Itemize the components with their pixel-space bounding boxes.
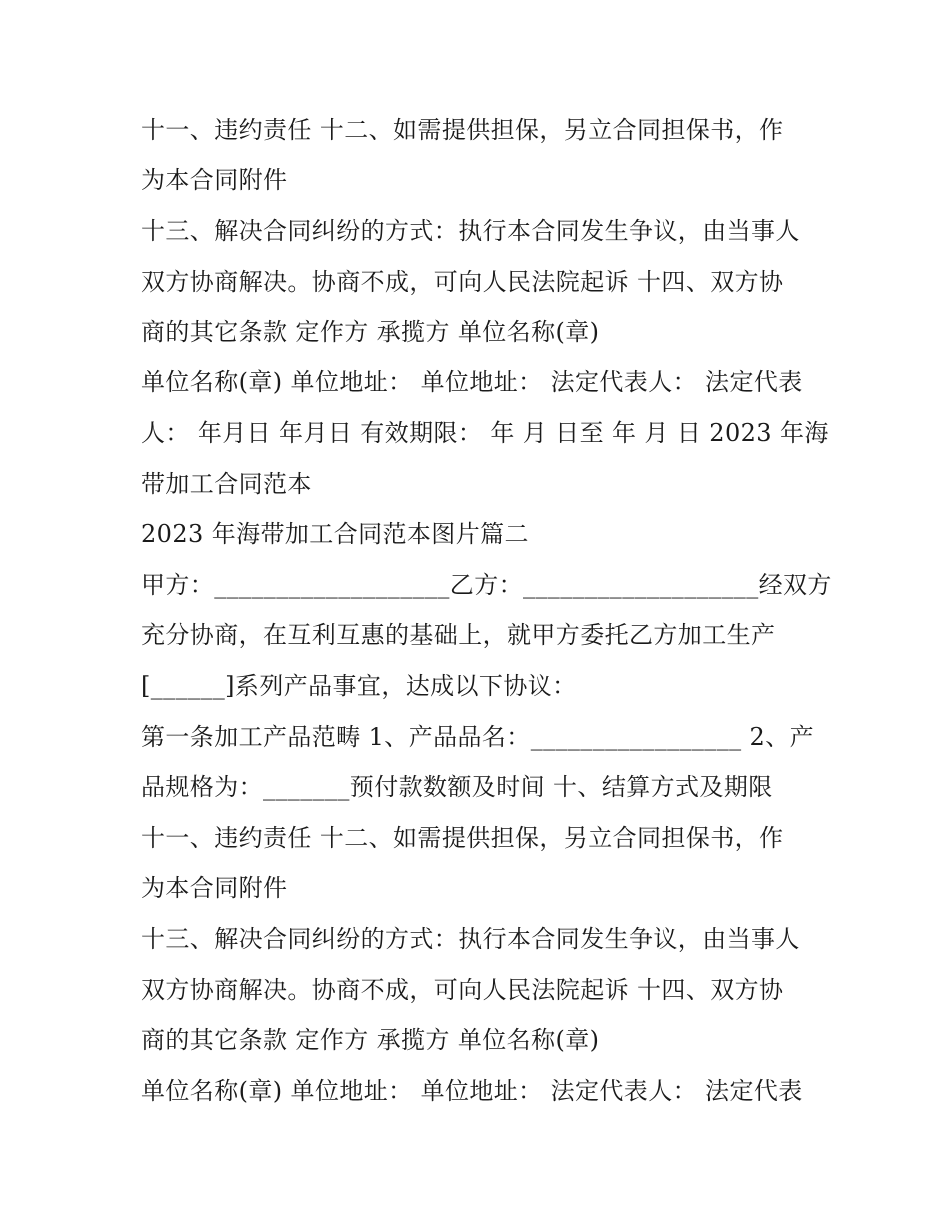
text-line: 商的其它条款 定作方 承揽方 单位名称(章) xyxy=(141,1026,600,1054)
text-line: 充分协商，在互利互惠的基础上，就甲方委托乙方加工生产 xyxy=(141,621,776,649)
text-line: 带加工合同范本 xyxy=(141,470,312,498)
text-line: 十三、解决合同纠纷的方式：执行本合同发生争议，由当事人 xyxy=(141,925,800,953)
text-line: 品规格为：_______预付款数额及时间 十、结算方式及期限 xyxy=(141,773,773,801)
text-line: 商的其它条款 定作方 承揽方 单位名称(章) xyxy=(141,318,600,346)
text-line: [______]系列产品事宜，达成以下协议： xyxy=(141,672,577,700)
text-line: 单位名称(章) 单位地址： 单位地址： 法定代表人： 法定代表 xyxy=(141,1077,803,1105)
text-line: 双方协商解决。协商不成，可向人民法院起诉 十四、双方协 xyxy=(141,268,784,296)
section-heading: 2023 年海带加工合同范本图片篇二 xyxy=(141,520,529,548)
text-line: 为本合同附件 xyxy=(141,874,288,902)
text-line: 十一、违约责任 十二、如需提供担保，另立合同担保书，作 xyxy=(141,116,784,144)
text-line: 为本合同附件 xyxy=(141,166,288,194)
text-line: 双方协商解决。协商不成，可向人民法院起诉 十四、双方协 xyxy=(141,976,784,1004)
text-line: 十三、解决合同纠纷的方式：执行本合同发生争议，由当事人 xyxy=(141,217,800,245)
text-line: 甲方：___________________乙方：___________________经双方 xyxy=(141,571,832,599)
text-line: 十一、违约责任 十二、如需提供担保，另立合同担保书，作 xyxy=(141,824,784,852)
text-line: 第一条加工产品范畴 1、产品品名：_________________ 2、产 xyxy=(141,723,814,751)
text-line: 单位名称(章) 单位地址： 单位地址： 法定代表人： 法定代表 xyxy=(141,368,803,396)
text-line: 人： 年月日 年月日 有效期限： 年 月 日至 年 月 日 2023 年海 xyxy=(141,419,829,447)
